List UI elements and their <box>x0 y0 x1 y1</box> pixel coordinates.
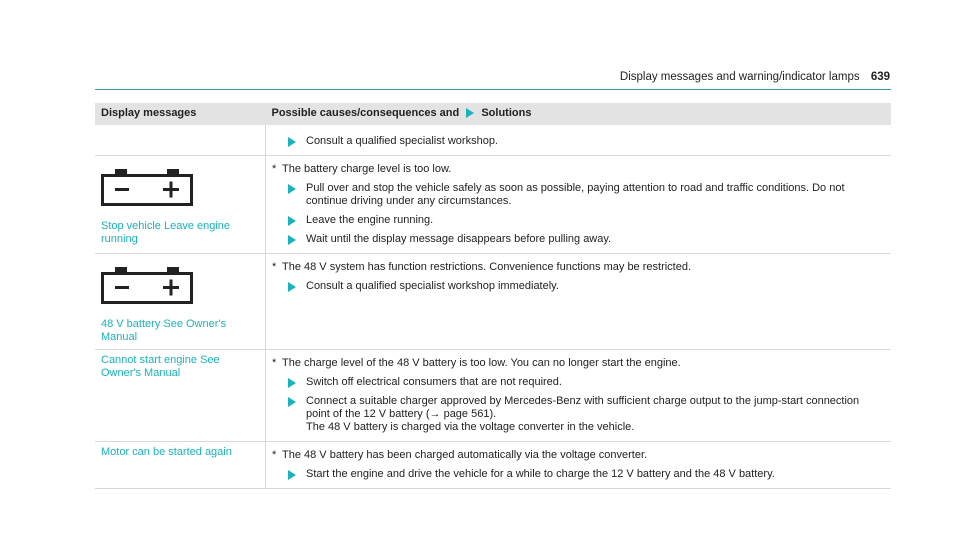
solution-step <box>272 280 885 293</box>
step-text: Switch off electrical consumers that are not required. <box>306 376 562 388</box>
solution-cell <box>266 125 892 156</box>
cause-item <box>272 261 885 274</box>
display-message-text: Motor can be started again <box>101 446 232 458</box>
display-messages-table <box>95 103 891 489</box>
table-row <box>95 254 891 350</box>
display-message-text: Stop vehicle Leave engine running <box>101 220 231 245</box>
asterisk-icon: * <box>272 261 277 273</box>
step-text: The 48 V battery is charged via the voltage converter in the vehicle. <box>306 421 635 433</box>
solution-step <box>272 421 885 434</box>
step-text: Wait until the display message disappears before pulling away. <box>306 233 612 245</box>
col-header-causes-solutions <box>266 103 892 125</box>
message-cell <box>95 442 266 489</box>
table-row <box>95 156 891 254</box>
solution-step <box>272 214 885 227</box>
play-arrow-icon <box>466 108 474 118</box>
solution-cell <box>266 254 892 350</box>
running-title-text: Display messages and warning/indicator lamps <box>619 71 860 83</box>
play-arrow-icon <box>288 184 296 194</box>
table-row <box>95 442 891 489</box>
cause-text: The 48 V battery has been charged automatically via the voltage converter. <box>282 449 648 461</box>
cause-text: The battery charge level is too low. <box>282 163 452 175</box>
header-rule <box>95 89 891 90</box>
display-message-text: 48 V battery See Owner's Manual <box>101 318 226 343</box>
step-text: Pull over and stop the vehicle safely as soon as possible, paying attention to road and traffic conditions. Do not continue driving under any circumstances. <box>306 182 845 207</box>
solution-step <box>272 135 885 148</box>
step-text: Start the engine and drive the vehicle for a while to charge the 12 V battery and the 48 V battery. <box>306 468 775 480</box>
table-header-row <box>95 103 891 125</box>
play-arrow-icon <box>288 397 296 407</box>
step-text: Consult a qualified specialist workshop. <box>306 135 498 147</box>
display-message-text: Cannot start engine See Owner's Manual <box>101 354 220 379</box>
solution-step <box>272 376 885 389</box>
step-text: Leave the engine running. <box>306 214 434 226</box>
solution-step <box>272 468 885 481</box>
step-text: Consult a qualified specialist workshop immediately. <box>306 280 559 292</box>
solution-cell <box>266 350 892 442</box>
solution-cell <box>266 442 892 489</box>
asterisk-icon: * <box>272 163 277 175</box>
battery-warning-icon <box>101 266 193 304</box>
cause-text: The 48 V system has function restrictions. Convenience functions may be restricted. <box>282 261 692 273</box>
solution-step <box>272 395 885 421</box>
table-row <box>95 350 891 442</box>
message-cell <box>95 125 266 156</box>
table-body <box>95 125 891 489</box>
table-row <box>95 125 891 156</box>
cause-text: The charge level of the 48 V battery is too low. You can no longer start the engine. <box>282 357 681 369</box>
running-title <box>620 71 890 83</box>
solution-step <box>272 182 885 208</box>
play-arrow-icon <box>288 235 296 245</box>
step-text: Connect a suitable charger approved by Mercedes-Benz with sufficient charge output to the jump-start connection point of the 12 V battery (→ page 561). <box>306 395 860 420</box>
message-cell <box>95 156 266 254</box>
asterisk-icon: * <box>272 357 277 369</box>
solution-step <box>272 233 885 246</box>
play-arrow-icon <box>288 216 296 226</box>
message-cell <box>95 254 266 350</box>
col-header-display-messages: Display messages <box>95 103 266 125</box>
play-arrow-icon <box>288 282 296 292</box>
col-header-causes-text: Possible causes/consequences and <box>271 107 460 119</box>
play-arrow-icon <box>288 470 296 480</box>
play-arrow-icon <box>288 137 296 147</box>
play-arrow-icon <box>288 378 296 388</box>
solution-cell <box>266 156 892 254</box>
page-number: 639 <box>870 71 890 83</box>
cause-item <box>272 163 885 176</box>
cause-item <box>272 449 885 462</box>
battery-warning-icon <box>101 168 193 206</box>
asterisk-icon: * <box>272 449 277 461</box>
message-cell <box>95 350 266 442</box>
cause-item <box>272 357 885 370</box>
col-header-solutions-text: Solutions <box>481 107 532 119</box>
